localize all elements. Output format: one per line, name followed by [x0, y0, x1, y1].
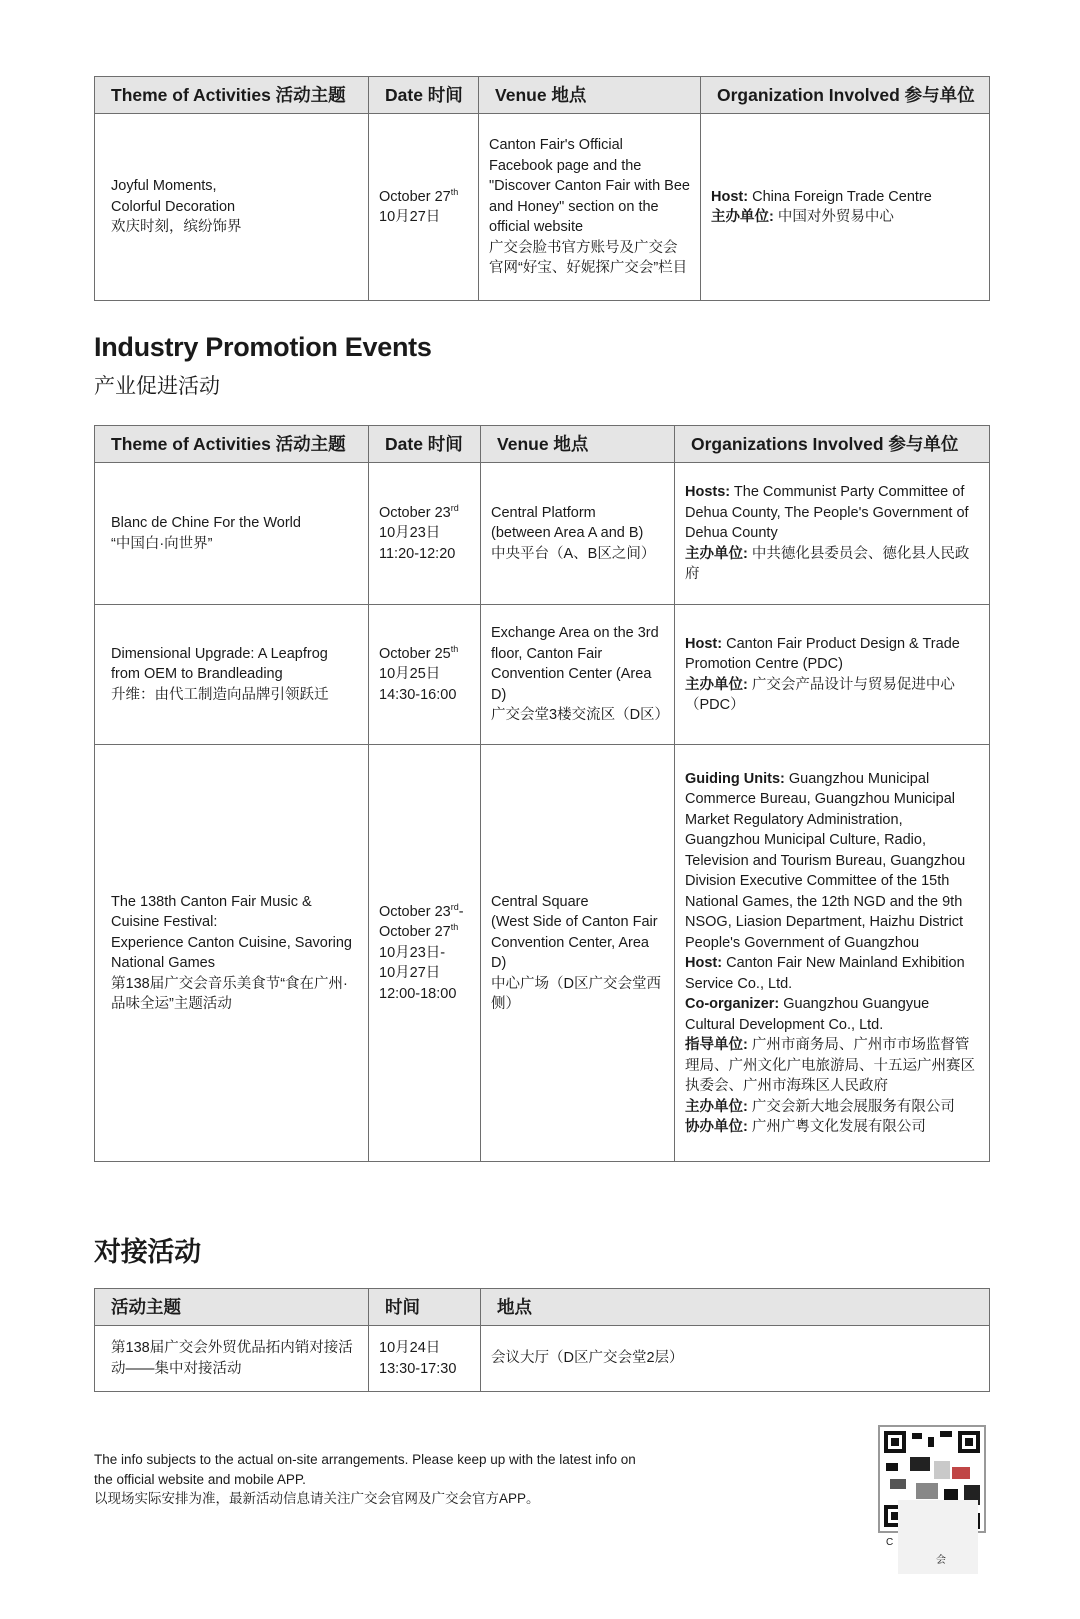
activity-date [369, 114, 479, 301]
org-line [685, 994, 979, 1035]
table-row [95, 114, 990, 301]
table-row [95, 463, 990, 605]
org-label: 主办单位: [685, 676, 748, 693]
activities-table [94, 76, 990, 301]
org-text: Guangzhou Guangyue Cultural Development Co., Ltd. [685, 996, 930, 1033]
date-ordinal: rd [450, 901, 459, 912]
table-header-row [95, 426, 990, 463]
org-line [711, 207, 979, 228]
column-header-theme: Theme of Activities 活动主题 [95, 426, 369, 463]
activity-theme: Dimensional Upgrade: A Leapfrog from OEM to Brandleading 升维：由代工制造向品牌引领跃迁 [95, 605, 369, 745]
date-month: October 23 [379, 903, 451, 920]
org-text: 广州市商务局、广州市市场监督管理局、广州文化广电旅游局、十五运广州赛区执委会、广州市海珠区人民政府 [685, 1037, 975, 1094]
org-text: 中共德化县委员会、德化县人民政府 [685, 545, 970, 583]
org-label: 主办单位: [685, 1098, 748, 1115]
section-title: Industry Promotion Events [94, 332, 432, 362]
activity-theme: Joyful Moments, Colorful Decoration 欢庆时刻，缤纷饰界 [95, 114, 369, 301]
activity-venue: Central Platform (between Area A and B) 中央平台（A、B区之间） [481, 463, 675, 605]
footnote-cn: 以现场实际安排为准，最新活动信息请关注广交会官网及广交会官方APP。 [94, 1491, 540, 1506]
date-detail: 10月23日- 10月27日 12:00-18:00 [379, 944, 457, 1002]
section-subtitle: 产业促进活动 [94, 375, 220, 398]
org-line [685, 1117, 979, 1138]
org-line [685, 953, 979, 994]
org-text: 中国对外贸易中心 [773, 209, 894, 225]
org-text: Canton Fair Product Design & Trade Promotion Centre (PDC) [685, 635, 960, 672]
activity-organizations [675, 605, 990, 745]
footnote [94, 1450, 654, 1509]
activity-theme: The 138th Canton Fair Music & Cuisine Festival: Experience Canton Cuisine, Savoring National Games 第138届广交会音乐美食节“食在广州·品味全运”主题活动 [95, 745, 369, 1162]
activity-organizations [701, 114, 990, 301]
activity-theme: Blanc de Chine For the World “中国白·向世界” [95, 463, 369, 605]
column-header-date: Date 时间 [369, 77, 479, 114]
column-header-organization: Organization Involved 参与单位 [701, 77, 990, 114]
org-label: 协办单位: [685, 1119, 748, 1135]
date-ordinal: th [450, 922, 459, 933]
column-header-venue: Venue 地点 [479, 77, 701, 114]
activity-venue: Exchange Area on the 3rd floor, Canton Fair Convention Center (Area D) 广交会堂3楼交流区（D区） [481, 605, 675, 745]
org-text: 广交会产品设计与贸易促进中心（PDC） [685, 676, 955, 713]
date-ordinal: rd [450, 502, 459, 513]
org-text: The Communist Party Committee of Dehua County, The People's Government of Dehua County [685, 484, 969, 542]
activity-venue: Central Square (West Side of Canton Fair Convention Center, Area D) 中心广场（D区广交会堂西侧） [481, 745, 675, 1162]
column-header-date: Date 时间 [369, 426, 481, 463]
activity-organizations [675, 745, 990, 1162]
org-text: 广州广粤文化发展有限公司 [747, 1119, 926, 1135]
org-line [685, 769, 979, 954]
matchmaking-table [94, 1288, 990, 1392]
activity-organizations [675, 463, 990, 605]
column-header-theme: Theme of Activities 活动主题 [95, 77, 369, 114]
org-line [685, 1035, 979, 1097]
date-month-end: October 27 [379, 924, 451, 941]
org-line [685, 634, 979, 675]
org-label: 主办单位: [685, 545, 748, 562]
org-label: Host: [685, 635, 723, 652]
org-text: Canton Fair New Mainland Exhibition Service Co., Ltd. [685, 955, 965, 992]
qr-caption-cn: 会 [936, 1555, 946, 1566]
industry-events-table [94, 425, 990, 1162]
qr-caption: C [886, 1537, 894, 1548]
org-line [711, 187, 979, 208]
org-line [685, 482, 979, 544]
date-ordinal: th [450, 186, 459, 197]
activity-date: 10月24日 13:30-17:30 [369, 1326, 481, 1392]
activity-date [369, 463, 481, 605]
table-header-row [95, 77, 990, 114]
date-dash: - [458, 903, 464, 920]
org-label: Host: [711, 188, 749, 205]
org-text: Guangzhou Municipal Commerce Bureau, Guangzhou Municipal Market Regulatory Administration, Guangzhou Municipal Culture, Radio, Television and Tourism Bureau, Guangzhou Division Executive Committee of the 15th National Games, the 12th NGD and the 9th NSOG, Liasion Department, Haizhu District People's Government of Guangzhou [685, 770, 966, 951]
date-ordinal: th [450, 643, 459, 654]
table-row [95, 1326, 990, 1392]
activity-theme: 第138届广交会外贸优品拓内销对接活动——集中对接活动 [95, 1326, 369, 1392]
org-label: 主办单位: [711, 209, 774, 225]
column-header-theme: 活动主题 [95, 1289, 369, 1326]
date-detail: 10月23日 11:20-12:20 [379, 525, 456, 562]
org-label: Hosts: [685, 484, 731, 501]
section-title-matchmaking: 对接活动 [94, 1237, 201, 1267]
org-text: China Foreign Trade Centre [748, 188, 932, 205]
activity-venue: 会议大厅（D区广交会堂2层） [481, 1326, 990, 1392]
date-cn: 10月27日 [379, 209, 441, 225]
org-text: 广交会新大地会展服务有限公司 [747, 1098, 955, 1115]
activity-venue: Canton Fair's Official Facebook page and the "Discover Canton Fair with Bee and Honey" section on the official website 广交会脸书官方账号及广交会官网“好宝、好妮探广交会”栏目 [479, 114, 701, 301]
date-month: October 23 [379, 504, 451, 521]
org-line [685, 544, 979, 585]
footnote-en: The info subjects to the actual on-site arrangements. Please keep up with the latest info on the official website and mobile APP. [94, 1452, 636, 1487]
table-header-row [95, 1289, 990, 1326]
date-month: October 27 [379, 188, 451, 205]
org-label: Host: [685, 955, 723, 971]
column-header-venue: Venue 地点 [481, 426, 675, 463]
org-label: Co-organizer: [685, 996, 780, 1012]
org-line [685, 1097, 979, 1118]
table-row [95, 745, 990, 1162]
org-label: Guiding Units: [685, 770, 785, 787]
org-line [685, 675, 979, 716]
column-header-organizations: Organizations Involved 参与单位 [675, 426, 990, 463]
org-label: 指导单位: [685, 1037, 748, 1053]
date-month: October 25 [379, 645, 451, 662]
activity-date [369, 605, 481, 745]
date-detail: 10月25日 14:30-16:00 [379, 666, 457, 703]
activity-date [369, 745, 481, 1162]
column-header-venue: 地点 [481, 1289, 990, 1326]
table-row [95, 605, 990, 745]
column-header-date: 时间 [369, 1289, 481, 1326]
